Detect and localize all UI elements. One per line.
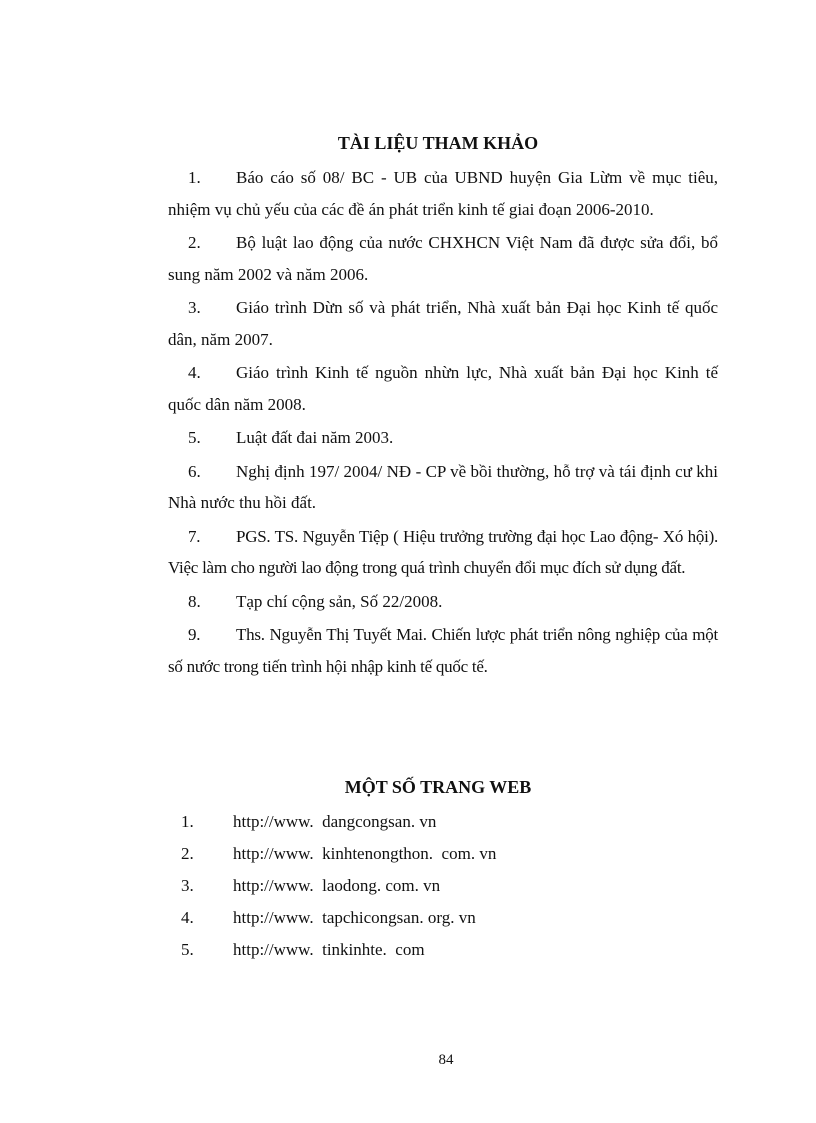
website-item [181,902,496,934]
website-url: http://www. tapchicongsan. org. vn [233,908,476,927]
website-url: http://www. dangcongsan. vn [233,812,437,831]
website-number: 2. [181,844,194,863]
website-item [181,838,496,870]
website-item [181,870,496,902]
website-url: http://www. laodong. com. vn [233,876,441,895]
reference-number: 7. [188,526,201,546]
reference-text: Nghị định 197/ 2004/ NĐ - CP về bồi thường, hỗ trợ và tái định cư khi Nhà nước thu hồi đất. [168,461,718,512]
reference-text: PGS. TS. Nguyễn Tiệp ( Hiệu trưởng trường đại học Lao động- Xó hội). Việc làm cho người lao động trong quá trình chuyển đổi mục đích sử dụng đất. [168,526,718,577]
reference-number: 8. [188,591,201,611]
reference-item [168,521,718,584]
website-number: 5. [181,940,194,959]
websites-list [181,806,496,966]
reference-text: Luật đất đai năm 2003. [236,428,394,447]
reference-number: 4. [188,363,201,382]
reference-item [168,619,718,682]
reference-number: 1. [188,168,201,187]
reference-text: Báo cáo số 08/ BC - UB của UBND huyện Gia Lừm về mục tiêu, nhiệm vụ chủ yếu của các đề án phát triển kinh tế giai đoạn 2006-2010. [168,168,718,219]
reference-text: Bộ luật lao động của nước CHXHCN Việt Nam đã được sửa đổi, bổ sung năm 2002 và năm 2006. [168,233,718,284]
reference-number: 9. [188,625,201,644]
reference-item [168,227,718,290]
reference-text: Giáo trình Kinh tế nguồn nhừn lực, Nhà xuất bản Đại học Kinh tế quốc dân năm 2008. [168,363,718,414]
references-list [168,162,718,684]
reference-number: 2. [188,233,201,252]
reference-text: Tạp chí cộng sản, Số 22/2008. [236,591,443,611]
reference-item [168,292,718,355]
websites-heading: MỘT SỐ TRANG WEB [344,777,532,797]
reference-text: Giáo trình Dừn số và phát triển, Nhà xuất bản Đại học Kinh tế quốc dân, năm 2007. [168,298,718,349]
website-url: http://www. tinkinhte. com [233,940,425,959]
reference-item [168,422,718,454]
website-url: http://www. kinhtenongthon. com. vn [233,844,497,863]
reference-number: 5. [188,428,201,447]
reference-item [168,586,718,618]
references-heading: TÀI LIỆU THAM KHẢO [337,133,539,153]
website-number: 1. [181,812,194,831]
website-number: 3. [181,876,194,895]
website-item [181,806,496,838]
reference-number: 3. [188,298,201,317]
reference-item [168,456,718,519]
reference-item [168,357,718,420]
reference-number: 6. [188,461,201,481]
website-item [181,934,496,966]
page-number: 84 [438,1052,454,1068]
website-number: 4. [181,908,194,927]
reference-text: Ths. Nguyễn Thị Tuyết Mai. Chiến lược phát triển nông nghiệp của một số nước trong tiến trình hội nhập kinh tế quốc tế. [168,625,718,676]
reference-item [168,162,718,225]
